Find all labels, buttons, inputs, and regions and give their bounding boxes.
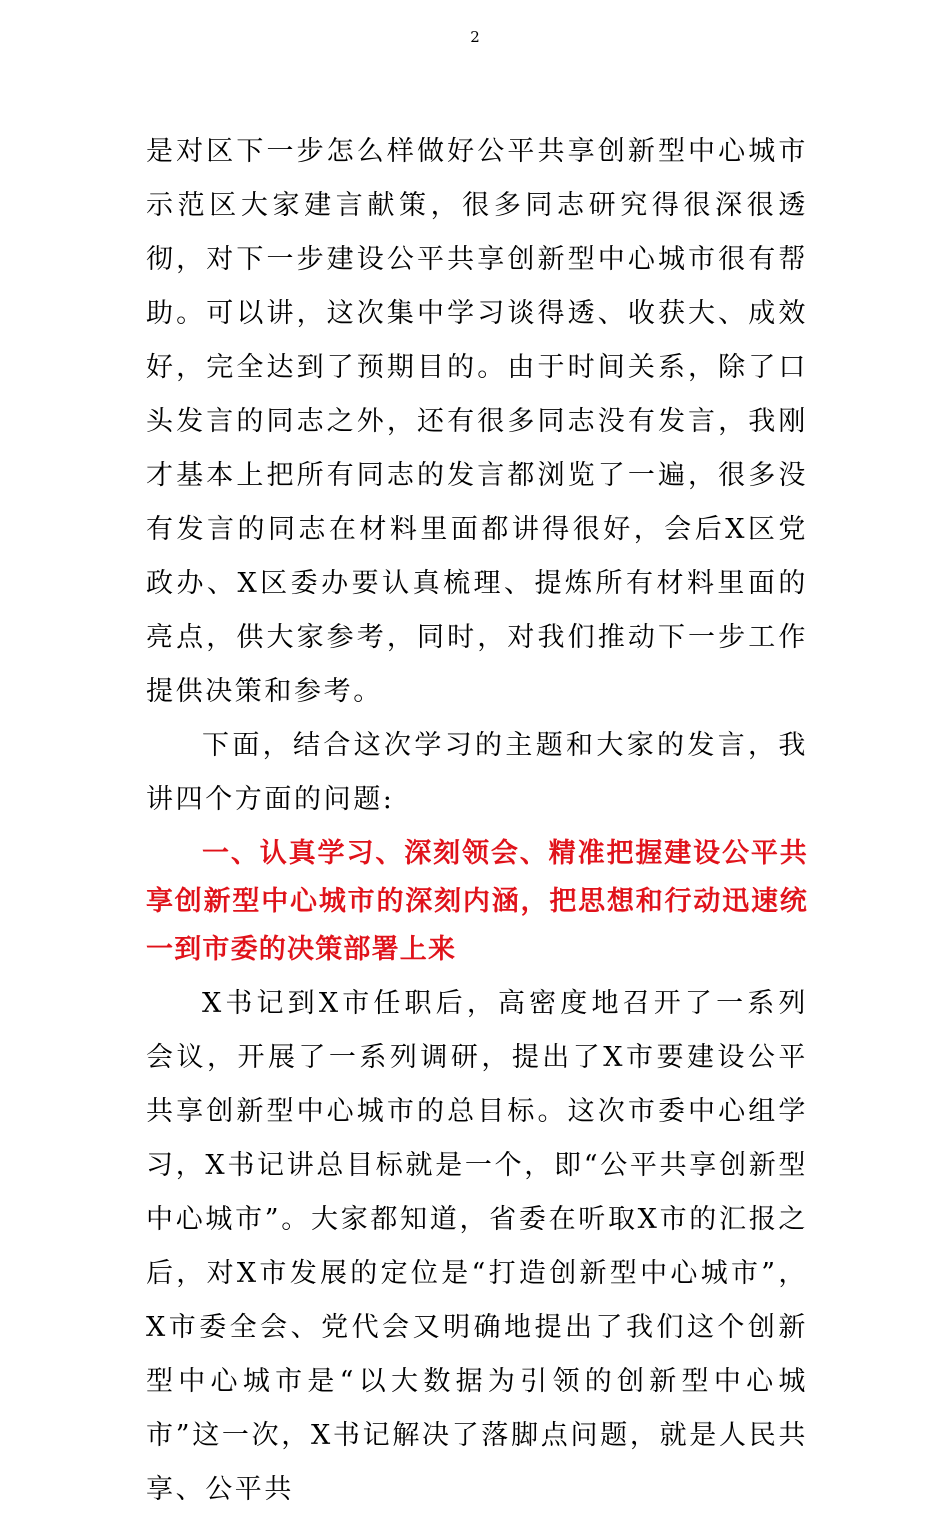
body-paragraph-section-one: X书记到X市任职后，高密度地召开了一系列会议，开展了一系列调研，提出了X市要建设公平共享创新型中心城市的总目标。这次市委中心组学习，X书记讲总目标就是一个，即“公平共享创新型中心城市”。大家都知道，省委在听取X市的汇报之后，对X市发展的定位是“打造创新型中心城市”，X市委全会、党代会又明确地提出了我们这个创新型中心城市是“以大数据为引领的创新型中心城市”这一次，X书记解决了落脚点问题，就是人民共享、公平共 (146, 988, 808, 1505)
body-paragraph-intro: 下面，结合这次学习的主题和大家的发言，我讲四个方面的问题: (146, 730, 808, 815)
section-heading-one: 一、认真学习、深刻领会、精准把握建设公平共享创新型中心城市的深刻内涵，把思想和行动迅速统一到市委的决策部署上来 (146, 838, 808, 965)
page-number: 2 (470, 28, 480, 46)
body-paragraph-continued: 是对区下一步怎么样做好公平共享创新型中心城市示范区大家建言献策，很多同志研究得很深很透彻，对下一步建设公平共享创新型中心城市很有帮助。可以讲，这次集中学习谈得透、收获大、成效好，完全达到了预期目的。由于时间关系，除了口头发言的同志之外，还有很多同志没有发言，我刚才基本上把所有同志的发言都浏览了一遍，很多没有发言的同志在材料里面都讲得很好，会后X区党政办、X区委办要认真梳理、提炼所有材料里面的亮点，供大家参考，同时，对我们推动下一步工作提供决策和参考。 (146, 136, 808, 707)
document-body (146, 125, 808, 1517)
